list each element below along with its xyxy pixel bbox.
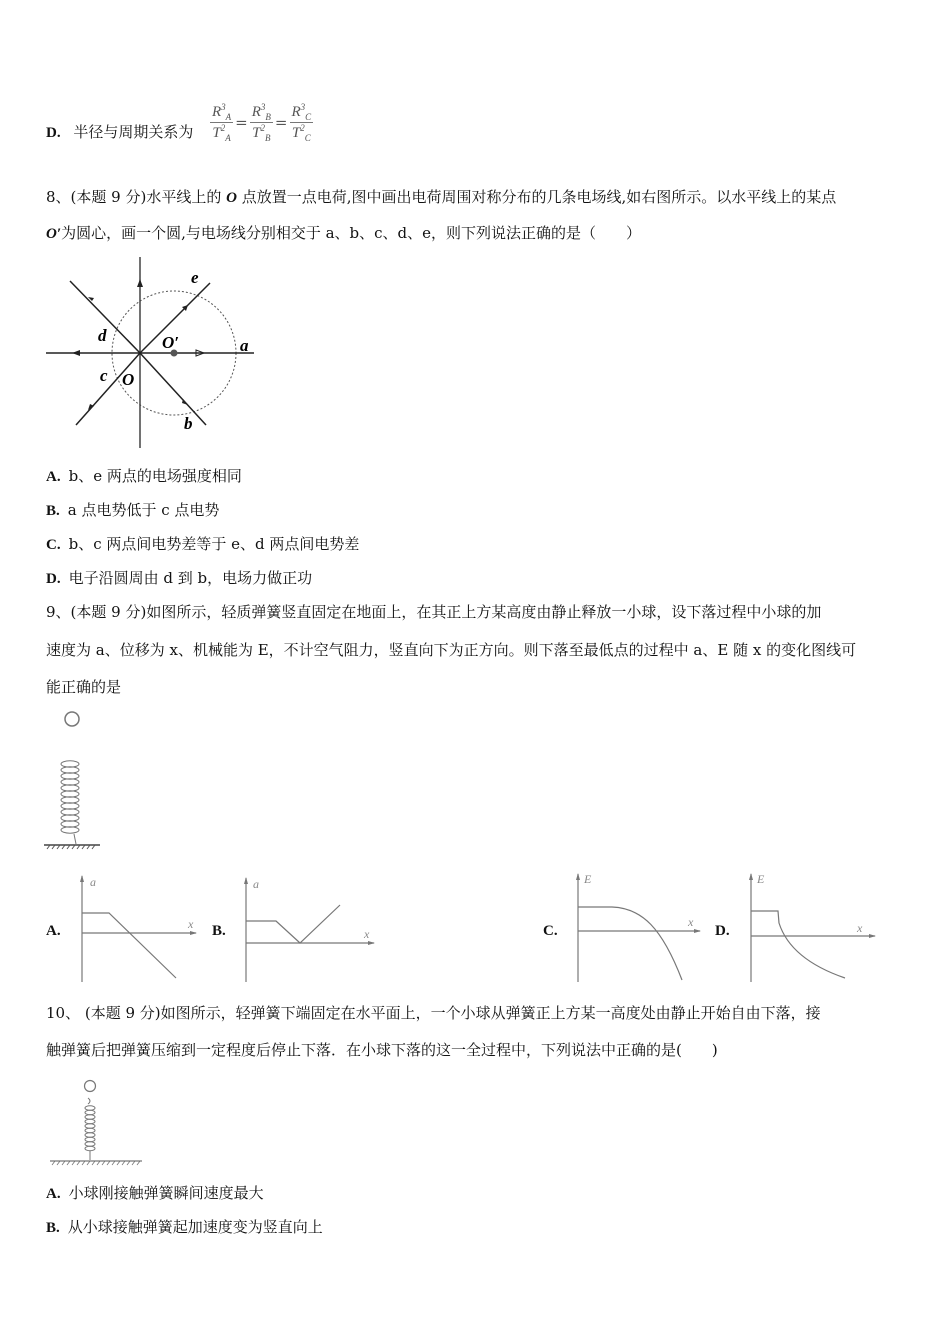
q8-stem-line2: O′为圆心，画一个圆,与电场线分别相交于 a、b、c、d、e，则下列说法正确的是（ ） xyxy=(46,224,642,242)
q8-option-c: C. b、c 两点间电势差等于 e、d 两点间电势差 xyxy=(46,535,360,553)
electric-field-diagram xyxy=(44,253,259,448)
option-text: 半径与周期关系为 xyxy=(73,123,194,141)
q9-stem-line2: 速度为 a、位移为 x、机械能为 E，不计空气阻力，竖直向下为正方向。则下落至最低点的过程中 a、E 随 x 的变化图线可 xyxy=(46,641,857,659)
label-a: a xyxy=(240,336,249,355)
spring-ball-figure-q9 xyxy=(44,708,104,853)
svg-text:x: x xyxy=(364,927,370,941)
label-c: c xyxy=(100,366,108,385)
label-o-prime: O′ xyxy=(162,333,180,352)
q8-option-b: B. a 点电势低于 c 点电势 xyxy=(46,501,220,519)
label-d: d xyxy=(98,326,107,345)
fraction-a: $\frac{R^3_A}{T^2_A}$ xyxy=(212,102,232,143)
graph-a-label: A. xyxy=(46,923,61,939)
svg-text:E: E xyxy=(584,872,592,886)
kepler-formula: $\frac{R^3_A}{T^2_A}$ = $\frac{R^3_B}{T^2_B}$ = $\frac{R^3_C}{T^2_C}$ xyxy=(212,102,312,143)
svg-text:a: a xyxy=(253,877,259,891)
q8-option-a: A. b、e 两点的电场强度相同 xyxy=(46,467,242,485)
svg-text:x: x xyxy=(857,921,863,935)
graph-d xyxy=(745,868,880,984)
ball-icon xyxy=(85,1081,96,1092)
q10-option-b: B. 从小球接触弹簧起加速度变为竖直向上 xyxy=(46,1218,323,1236)
option-label: D. xyxy=(46,125,61,141)
q8-stem-line1: 8、(本题 9 分)水平线上的 O 点放置一点电荷,图中画出电荷周围对称分布的几条电场线,如右图所示。以水平线上的某点 xyxy=(46,188,837,206)
svg-text:x: x xyxy=(188,917,194,931)
svg-text:a: a xyxy=(90,875,96,889)
label-o: O xyxy=(122,370,135,389)
graph-a xyxy=(76,872,206,984)
q8-option-d: D. 电子沿圆周由 d 到 b，电场力做正功 xyxy=(46,569,313,587)
ball-icon xyxy=(65,712,79,726)
graph-d-label: D. xyxy=(715,923,730,939)
label-e: e xyxy=(191,268,199,287)
graph-c xyxy=(572,868,707,984)
fraction-b: $\frac{R^3_B}{T^2_B}$ xyxy=(251,102,271,143)
graph-b xyxy=(240,872,380,984)
spring-ball-figure-q10 xyxy=(46,1076,146,1168)
svg-text:E: E xyxy=(757,872,765,886)
q9-stem-line1: 9、(本题 9 分)如图所示，轻质弹簧竖直固定在地面上，在其正上方某高度由静止释放一小球，设下落过程中小球的加 xyxy=(46,603,822,621)
graph-c-label: C. xyxy=(543,923,558,939)
svg-text:x: x xyxy=(688,915,694,929)
q9-stem-line3: 能正确的是 xyxy=(46,678,122,696)
graph-b-label: B. xyxy=(212,923,226,939)
fraction-c: $\frac{R^3_C}{T^2_C}$ xyxy=(291,102,312,143)
label-b: b xyxy=(184,414,193,433)
q10-option-a: A. 小球刚接触弹簧瞬间速度最大 xyxy=(46,1184,264,1202)
q10-stem-line1: 10、 (本题 9 分)如图所示，轻弹簧下端固定在水平面上，一个小球从弹簧正上方某一高度处由静止开始自由下落，接 xyxy=(46,1004,821,1022)
q7-option-d xyxy=(46,122,193,143)
q10-stem-line2: 触弹簧后把弹簧压缩到一定程度后停止下落．在小球下落的这一全过程中，下列说法中正确的是( ) xyxy=(46,1041,718,1059)
